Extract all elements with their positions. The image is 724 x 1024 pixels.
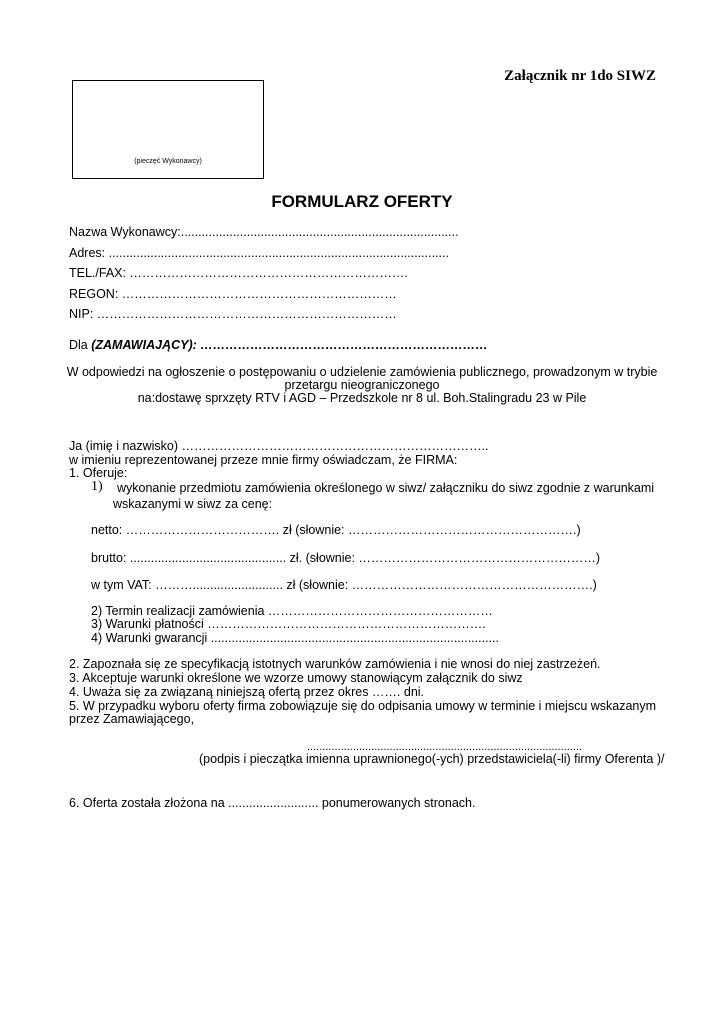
contractor-address-field: Adres: .................................................................................................. <box>69 246 449 260</box>
pages-statement: 6. Oferta została złożona na .......................... ponumerowanych stronach. <box>69 796 476 810</box>
statement-5-continued: przez Zamawiającego, <box>69 712 195 726</box>
price-vat-line: w tym VAT: ……….......................... zł (słownie: ………………………………………………….) <box>91 578 597 592</box>
price-brutto-line: brutto: ............................................. zł. (słownie: …………………………………………………) <box>91 551 601 565</box>
statement-4: 4. Uważa się za związaną niniejszą ofertą przez okres ……. dni. <box>69 685 425 699</box>
declaration-firm-line: w imieniu reprezentowanej przeze mnie firmy oświadczam, że FIRMA: <box>69 453 458 467</box>
statement-2: 2. Zapoznała się ze specyfikacją istotnych warunków zamówienia i nie wnosi do niej zastrzeżeń. <box>69 657 601 671</box>
intro-line-3: na:dostawę sprxzęty RTV i AGD – Przedszkole nr 8 ul. Boh.Stalingradu 23 w Pile <box>137 391 587 405</box>
statement-5: 5. W przypadku wyboru oferty firma zobowiązuje się do odpisania umowy w terminie i miejscu wskazanym <box>69 699 657 713</box>
signature-caption: (podpis i pieczątka imienna uprawnionego(-ych) przedstawiciela(-li) firmy Oferenta )/ <box>199 752 665 766</box>
contractor-phone-field: TEL./FAX: …………………………………………………………. <box>69 266 408 280</box>
offer-item-3: 3) Warunki płatności …………………………………………………………. <box>91 617 486 631</box>
attachment-label: Załącznik nr 1do SIWZ <box>504 68 656 84</box>
signature-dots: .......................................................................................... <box>307 741 583 753</box>
intro-line-1: W odpowiedzi na ogłoszenie o postępowaniu o udzielenie zamówienia publicznego, prowadzonym w trybie <box>66 365 658 379</box>
offer-item-1-line-2: wskazanymi w siwz za cenę: <box>113 497 273 511</box>
recipient-name: (ZAMAWIAJĄCY): …………………………………………………………… <box>91 338 488 352</box>
offer-heading: 1. Oferuje: <box>69 466 128 480</box>
intro-line-2: przetargu nieograniczonego <box>284 378 440 392</box>
offer-item-4: 4) Warunki gwarancji ................................................................................... <box>91 631 499 645</box>
declaration-name-line: Ja (imię i nazwisko) ……………………………………………………………….. <box>69 439 489 453</box>
stamp-caption: (pieczęć Wykonawcy) <box>134 158 202 165</box>
offer-item-2: 2) Termin realizacji zamówienia ……………………………………………… <box>91 604 493 618</box>
recipient-line <box>69 338 488 352</box>
form-title: FORMULARZ OFERTY <box>271 192 453 211</box>
contractor-nip-field: NIP: ……………………………………………………………… <box>69 307 397 321</box>
contractor-regon-field: REGON: ………………………………………………………… <box>69 287 397 301</box>
recipient-prefix: Dla <box>69 338 92 352</box>
offer-item-1-line-1: wykonanie przedmiotu zamówienia określonego w siwz/ załączniku do siwz zgodnie z warunkami <box>117 481 655 495</box>
statement-3: 3. Akceptuje warunki określone we wzorze umowy stanowiącym załącznik do siwz <box>69 671 523 685</box>
contractor-name-field: Nazwa Wykonawcy:................................................................................ <box>69 225 459 239</box>
offer-item-1-number: 1) <box>91 479 103 494</box>
price-netto-line: netto: ………………………………. zł (słownie: ……………………………………………….) <box>91 523 581 537</box>
